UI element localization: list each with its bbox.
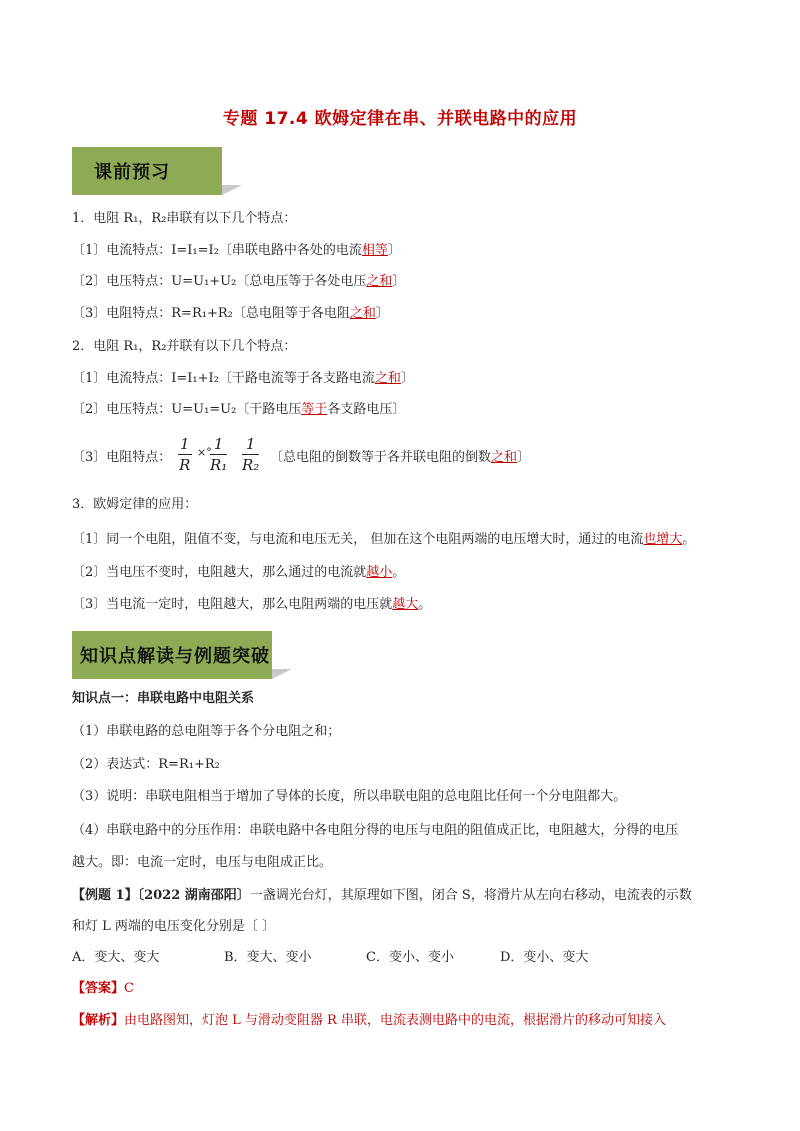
item-text-end: 〕: [375, 306, 389, 321]
option-c: C．变小、变小: [366, 950, 454, 965]
ohm-law-item-3: [72, 595, 431, 615]
fraction-denominator: R₂: [242, 456, 260, 474]
item-text: 〔1〕电流特点：I=I₁+I₂〔干路电流等于各支路电流: [72, 371, 375, 386]
section-label: 课前预习: [94, 162, 170, 183]
parallel-resistance-label: 〔3〕电阻特点：: [72, 450, 172, 465]
example-text: 一盏调光台灯，其原理如下图，闭合 S，将滑片从左向右移动，电流表的示数: [249, 888, 692, 903]
item-text: 〔1〕电流特点：I=I₁=I₂〔串联电路中各处的电流: [72, 243, 362, 258]
knowledge-item-4-line2: 越大。即：电流一定时，电压与电阻成正比。: [72, 855, 333, 870]
section-banner-knowledge: [72, 631, 272, 679]
answer-line: [72, 979, 134, 999]
page-title: 专题 17.4 欧姆定律在串、并联电路中的应用: [222, 109, 578, 129]
fraction-numerator: 1: [242, 434, 259, 455]
item-text: 〔总电阻的倒数等于各并联电阻的倒数: [270, 450, 492, 465]
section-banner-preview: [72, 147, 222, 195]
item-text-end: 〕: [392, 274, 406, 289]
series-heading: 1．电阻 R₁，R₂串联有以下几个特点：: [72, 211, 297, 226]
knowledge-item-3: （3）说明：串联电阻相当于增加了导体的长度，所以串联电阻的总电阻比任何一个分电阻都大。: [72, 789, 627, 804]
answer-text: 等于: [301, 402, 328, 417]
series-voltage-item: [72, 272, 405, 292]
knowledge-item-1: （1）串联电路的总电阻等于各个分电阻之和；: [72, 724, 341, 739]
series-resistance-item: [72, 304, 389, 324]
parallel-heading: 2．电阻 R₁，R₂并联有以下几个特点：: [72, 339, 297, 354]
item-text: 〔3〕电阻特点：R=R₁+R₂〔总电阻等于各电阻: [72, 306, 350, 321]
answer-text: 越小: [366, 565, 393, 580]
answer-text: 相等: [361, 243, 388, 258]
knowledge-item-4-line1: （4）串联电路中的分压作用：串联电路中各电阻分得的电压与电阻的阻值成正比，电阻越大，分得的电压: [72, 823, 679, 838]
ohm-law-heading: 3．欧姆定律的应用：: [72, 497, 198, 512]
answer-text: 也增大: [643, 532, 683, 547]
example-question: [72, 886, 692, 906]
fraction-1-over-r1: [210, 434, 227, 475]
answer-text: 之和: [374, 371, 401, 386]
item-text: 〔1〕同一个电阻，阻值不变，与电流和电压无关， 但加在这个电阻两端的电压增大时，通过的电流: [72, 532, 644, 547]
analysis-line: [72, 1011, 666, 1031]
analysis-text: 由电路图知，灯泡 L 与滑动变阻器 R 串联，电流表测电路中的电流，根据滑片的移动可知接入: [124, 1013, 666, 1028]
item-text: 〔2〕电压特点：U=U₁=U₂〔干路电压: [72, 402, 302, 417]
fraction-denominator: R₁: [210, 456, 228, 474]
item-text: 〔2〕当电压不变时，电阻越大，那么通过的电流就: [72, 565, 367, 580]
series-current-item: [72, 241, 401, 261]
option-d: D．变小、变大: [500, 950, 589, 965]
knowledge-point-title: 知识点一：串联电路中电阻关系: [72, 691, 255, 706]
item-text: 〔2〕电压特点：U=U₁+U₂〔总电压等于各处电压: [72, 274, 367, 289]
fraction-numerator: 1: [210, 434, 227, 455]
item-text-end: 。: [418, 597, 432, 612]
banner-shadow: [222, 185, 242, 195]
answer-value: C: [124, 981, 134, 996]
example-tag: 【例题 1】: [72, 888, 138, 903]
parallel-voltage-item: [72, 400, 405, 420]
fraction-operator: ×°: [197, 446, 212, 459]
example-source: 〔2022 湖南邵阳〕: [137, 888, 250, 903]
item-text-end: 〕: [400, 371, 414, 386]
option-a: A．变大、变大: [72, 950, 160, 965]
fraction-1-over-r: [178, 434, 192, 475]
ohm-law-item-2: [72, 563, 405, 583]
ohm-law-item-1: [72, 530, 695, 550]
answer-text: 之和: [366, 274, 393, 289]
item-text-end: 各支路电压〕: [327, 402, 406, 417]
parallel-current-item: [72, 369, 414, 389]
answer-tag: 【答案】: [72, 981, 125, 996]
option-b: B．变大、变小: [224, 950, 312, 965]
banner-shadow: [272, 669, 292, 679]
item-text-end: 。: [682, 532, 696, 547]
fraction-numerator: 1: [180, 435, 190, 453]
knowledge-item-2: （2）表达式：R=R₁+R₂: [72, 757, 220, 772]
answer-text: 之和: [491, 450, 518, 465]
answer-text: 之和: [349, 306, 376, 321]
fraction-denominator: R: [179, 456, 191, 474]
section-label: 知识点解读与例题突破: [80, 646, 270, 667]
fraction-1-over-r2: [242, 434, 259, 475]
example-question-line2: 和灯 L 两端的电压变化分别是〔 〕: [72, 919, 276, 934]
parallel-resistance-note: [270, 448, 530, 468]
answer-text: 越大: [392, 597, 419, 612]
item-text-end: 〕: [387, 243, 401, 258]
item-text: 〔3〕当电流一定时，电阻越大，那么电阻两端的电压就: [72, 597, 393, 612]
item-text-end: 〕: [517, 450, 531, 465]
analysis-tag: 【解析】: [72, 1013, 125, 1028]
item-text-end: 。: [392, 565, 406, 580]
